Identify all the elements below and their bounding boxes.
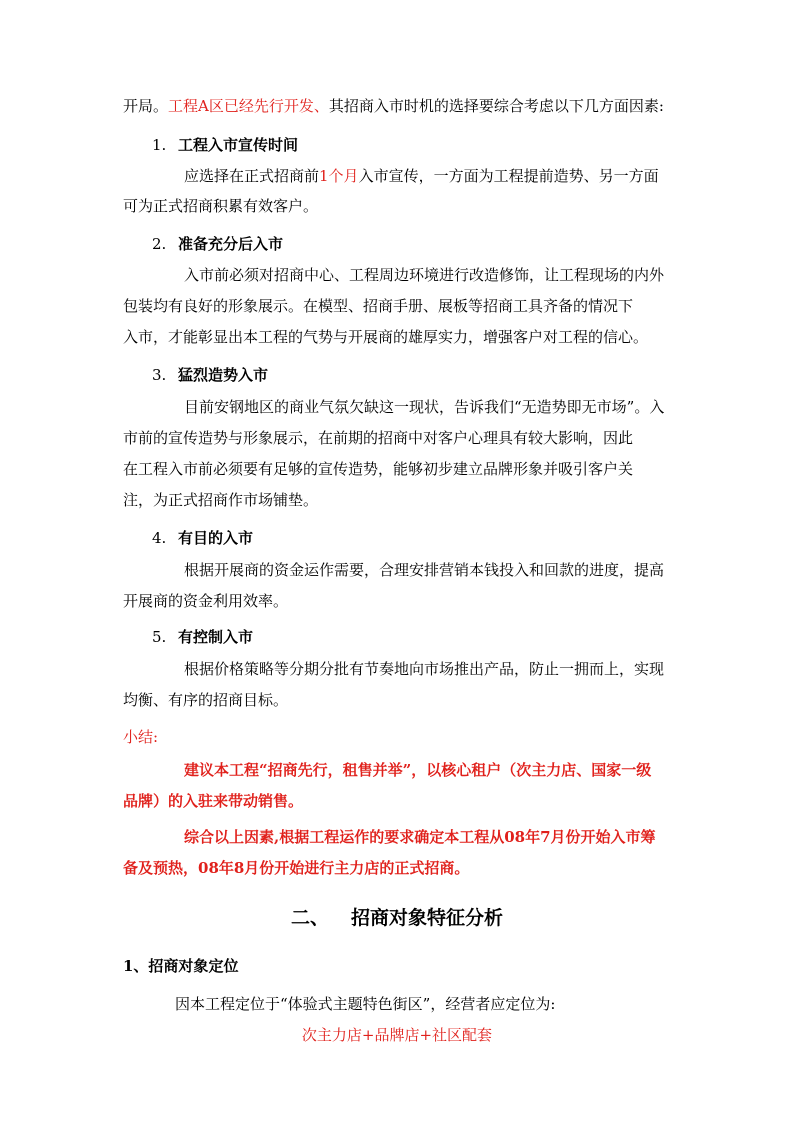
item-4-heading bbox=[152, 528, 253, 548]
item-4-line-1: 根据开展商的资金运作需要，合理安排营销本钱投入和回款的进度，提高 bbox=[184, 561, 665, 579]
item-3-heading bbox=[152, 365, 268, 385]
intro-prefix: 开局。 bbox=[123, 97, 169, 115]
section-title: 招商对象特征分析 bbox=[351, 907, 504, 929]
item-1-title: 工程入市宣传时间 bbox=[178, 136, 299, 154]
item-4-number: 4. bbox=[152, 529, 167, 547]
item-1-heading bbox=[152, 135, 298, 155]
item-4-title: 有目的入市 bbox=[178, 529, 254, 547]
item-4-line-2: 开展商的资金利用效率。 bbox=[123, 592, 289, 610]
summary-para-2-line-1: 综合以上因素,根据工程运作的要求确定本工程从08年7月份开始入市筹 bbox=[184, 828, 656, 846]
summary-para-1-line-2: 品牌）的入驻来带动销售。 bbox=[123, 792, 304, 810]
item-2-title: 准备充分后入市 bbox=[178, 235, 284, 253]
item-3-line-1: 目前安钢地区的商业气氛欠缺这一现状，告诉我们“无造势即无市场”。入 bbox=[184, 398, 665, 416]
item-5-number: 5. bbox=[152, 628, 167, 646]
item-5-title: 有控制入市 bbox=[178, 628, 254, 646]
item-1-line-2 bbox=[123, 196, 318, 216]
item-2-line-1: 入市前必须对招商中心、工程周边环境进行改造修饰，让工程现场的内外 bbox=[184, 266, 665, 284]
intro-highlight: 工程A区已经先行开发、 bbox=[168, 97, 329, 115]
item-3-number: 3. bbox=[152, 366, 167, 384]
item-2-number: 2. bbox=[152, 235, 167, 253]
item-5-line-1: 根据价格策略等分期分批有节奏地向市场推出产品，防止一拥而上，实现 bbox=[184, 660, 665, 678]
item-1-text-c: 入市宣传，一方面为工程提前造势、另一方面 bbox=[358, 167, 659, 185]
intro-line bbox=[123, 96, 664, 116]
subsection-text: 因本工程定位于“体验式主题特色街区”，经营者应定位为: bbox=[175, 995, 556, 1013]
item-3-line-2: 市前的宣传造势与形象展示，在前期的招商中对客户心理具有较大影响，因此 bbox=[123, 429, 634, 447]
item-1-text-highlight: 1个月 bbox=[319, 167, 359, 185]
item-2-line-3: 入市，才能彰显出本工程的气势与开展商的雄厚实力，增强客户对工程的信心。 bbox=[123, 328, 649, 346]
item-3-line-3: 在工程入市前必须要有足够的宣传造势，能够初步建立品牌形象并吸引客户关 bbox=[123, 460, 634, 478]
section-number: 二、 bbox=[290, 907, 329, 929]
item-3-line-4: 注，为正式招商作市场铺垫。 bbox=[123, 491, 319, 509]
item-2-line-2: 包装均有良好的形象展示。在模型、招商手册、展板等招商工具齐备的情况下 bbox=[123, 297, 634, 315]
section-heading bbox=[0, 906, 794, 930]
item-1-number: 1. bbox=[152, 136, 167, 154]
summary-para-2-line-2: 备及预热，08年8月份开始进行主力店的正式招商。 bbox=[123, 859, 470, 877]
intro-rest: 其招商入市时机的选择要综合考虑以下几方面因素: bbox=[328, 97, 664, 115]
summary-label: 小结: bbox=[123, 728, 159, 746]
item-2-heading bbox=[152, 234, 283, 254]
item-1-line-1 bbox=[184, 166, 659, 186]
item-5-line-2: 均衡、有序的招商目标。 bbox=[123, 691, 289, 709]
subsection-title: 1、招商对象定位 bbox=[123, 957, 239, 975]
positioning-text: 次主力店+品牌店+社区配套 bbox=[301, 1026, 493, 1044]
item-5-heading bbox=[152, 627, 253, 647]
item-1-text-a: 应选择在正式招商前 bbox=[184, 167, 320, 185]
summary-para-1-line-1: 建议本工程“招商先行，租售并举”，以核心租户（次主力店、国家一级 bbox=[184, 761, 652, 779]
item-3-title: 猛烈造势入市 bbox=[178, 366, 269, 384]
item-1-text-end: 可为正式招商积累有效客户。 bbox=[123, 197, 319, 215]
